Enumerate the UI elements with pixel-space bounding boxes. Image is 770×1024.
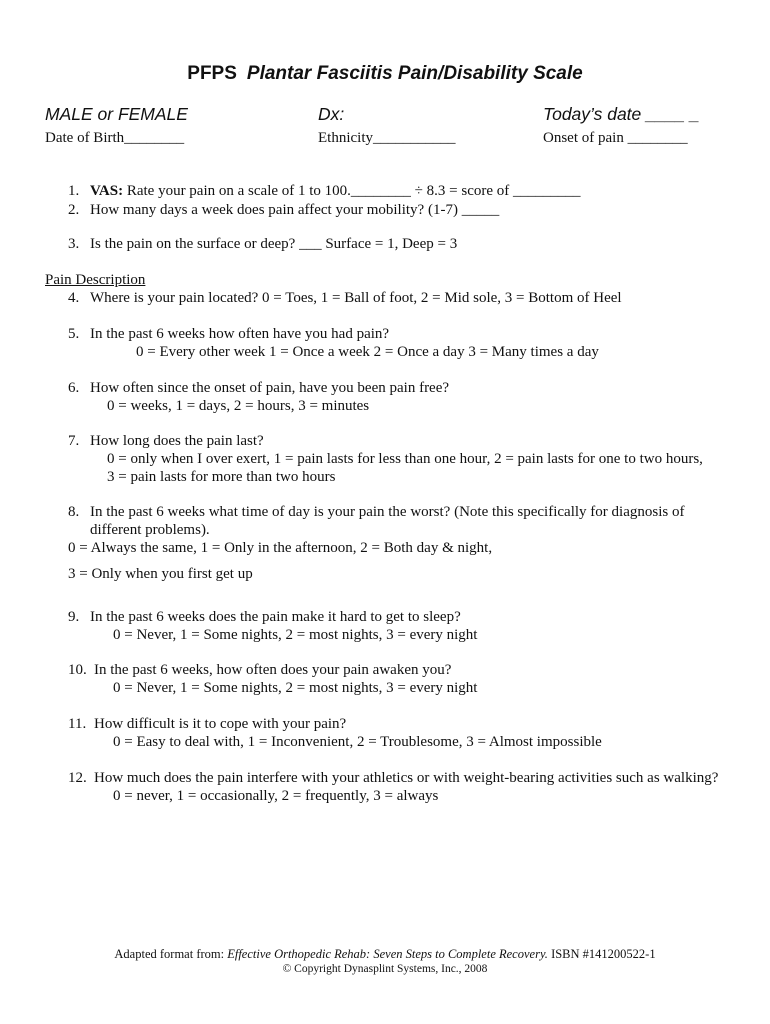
question-5 xyxy=(68,326,389,343)
dx-field[interactable]: Dx: xyxy=(318,104,345,124)
question-number: 10. xyxy=(68,662,87,678)
title-name: Plantar Fasciitis Pain/Disability Scale xyxy=(246,63,583,84)
question-text[interactable]: Where is your pain located? 0 = Toes, 1 = Ball of foot, 2 = Mid sole, 3 = Bottom of Heel xyxy=(90,290,622,306)
question-text: How long does the pain last? xyxy=(90,433,264,449)
ethnicity-field[interactable]: Ethnicity___________ xyxy=(318,130,456,146)
sex-field[interactable]: MALE or FEMALE xyxy=(45,104,188,124)
section-heading: Pain Description xyxy=(45,272,146,288)
question-10 xyxy=(68,662,451,679)
title-abbrev: PFPS xyxy=(187,63,237,84)
question-11 xyxy=(68,716,346,733)
question-number: 8. xyxy=(68,504,80,520)
footer-prefix: Adapted format from: xyxy=(114,947,228,961)
question-text[interactable]: Is the pain on the surface or deep? ___ Surface = 1, Deep = 3 xyxy=(90,236,458,252)
question-number: 2. xyxy=(68,202,80,218)
question-8 xyxy=(68,504,684,521)
question-text: In the past 6 weeks what time of day is your pain the worst? (Note this specifically for diagnosis of xyxy=(90,504,685,520)
question-number: 6. xyxy=(68,380,80,396)
question-12 xyxy=(68,770,718,787)
question-text: In the past 6 weeks does the pain make it hard to get to sleep? xyxy=(90,609,461,625)
question-number: 11. xyxy=(68,716,87,732)
dob-field[interactable]: Date of Birth________ xyxy=(45,130,185,146)
footer-isbn: ISBN #141200522-1 xyxy=(547,947,656,961)
footer-citation xyxy=(0,947,770,962)
question-6 xyxy=(68,380,449,397)
vas-label: VAS: xyxy=(90,183,124,199)
question-7-options-line2[interactable]: 3 = pain lasts for more than two hours xyxy=(107,469,336,485)
question-text: How often since the onset of pain, have you been pain free? xyxy=(90,380,450,396)
todays-date-field[interactable]: Today’s date ____ _ xyxy=(543,104,700,124)
question-8-options-line1[interactable]: 0 = Always the same, 1 = Only in the afternoon, 2 = Both day & night, xyxy=(68,540,493,556)
question-9 xyxy=(68,609,461,626)
question-number: 7. xyxy=(68,433,80,449)
question-text[interactable]: Rate your pain on a scale of 1 to 100.________ ÷ 8.3 = score of _________ xyxy=(123,183,581,199)
footer-copyright: © Copyright Dynasplint Systems, Inc., 2008 xyxy=(282,963,488,975)
page-title xyxy=(0,63,770,85)
question-number: 5. xyxy=(68,326,80,342)
question-4 xyxy=(68,290,622,307)
question-8-text-cont: different problems). xyxy=(90,522,210,538)
question-text: How much does the pain interfere with your athletics or with weight-bearing activities such as walking? xyxy=(94,770,719,786)
question-10-options[interactable]: 0 = Never, 1 = Some nights, 2 = most nights, 3 = every night xyxy=(113,680,478,696)
question-text[interactable]: How many days a week does pain affect your mobility? (1-7) _____ xyxy=(90,202,500,218)
question-2 xyxy=(68,202,499,219)
question-number: 3. xyxy=(68,236,80,252)
question-7-options-line1[interactable]: 0 = only when I over exert, 1 = pain lasts for less than one hour, 2 = pain lasts for one to two hours, xyxy=(107,451,703,467)
question-number: 4. xyxy=(68,290,80,306)
question-11-options[interactable]: 0 = Easy to deal with, 1 = Inconvenient, 2 = Troublesome, 3 = Almost impossible xyxy=(113,734,602,750)
question-text: How difficult is it to cope with your pain? xyxy=(94,716,347,732)
question-number: 9. xyxy=(68,609,80,625)
question-7 xyxy=(68,433,264,450)
question-8-options-line2[interactable]: 3 = Only when you first get up xyxy=(68,566,253,582)
question-5-options[interactable]: 0 = Every other week 1 = Once a week 2 = Once a day 3 = Many times a day xyxy=(136,344,599,360)
onset-field[interactable]: Onset of pain ________ xyxy=(543,130,688,146)
question-text: In the past 6 weeks how often have you had pain? xyxy=(90,326,390,342)
question-text: In the past 6 weeks, how often does your pain awaken you? xyxy=(94,662,452,678)
footer-book-title: Effective Orthopedic Rehab: Seven Steps to Complete Recovery. xyxy=(227,947,548,961)
question-3 xyxy=(68,236,457,253)
question-number: 1. xyxy=(68,183,80,199)
question-1 xyxy=(68,183,581,200)
question-number: 12. xyxy=(68,770,87,786)
question-9-options[interactable]: 0 = Never, 1 = Some nights, 2 = most nights, 3 = every night xyxy=(113,627,478,643)
question-12-options[interactable]: 0 = never, 1 = occasionally, 2 = frequently, 3 = always xyxy=(113,788,439,804)
question-6-options[interactable]: 0 = weeks, 1 = days, 2 = hours, 3 = minutes xyxy=(107,398,370,414)
